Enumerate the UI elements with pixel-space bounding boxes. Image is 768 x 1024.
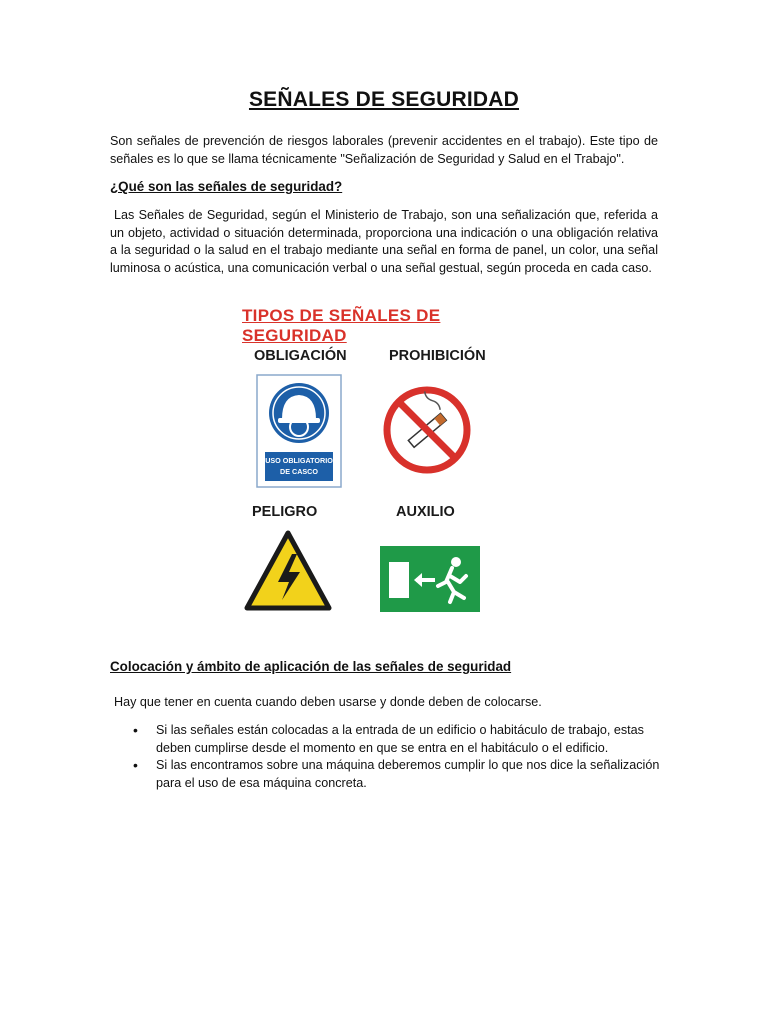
placement-paragraph: Hay que tener en cuenta cuando deben usarse y donde deben de colocarse. <box>114 695 542 709</box>
list-item: • Si las encontramos sobre una máquina deberemos cumplir lo que nos dice la señalización para el uso de esa máquina concreta. <box>110 757 670 792</box>
prohibition-sign <box>382 385 472 475</box>
safety-signs-infographic <box>236 300 536 620</box>
warning-sign <box>244 530 332 612</box>
mandatory-sign <box>256 374 342 488</box>
mandatory-sign-text-1: USO OBLIGATORIO <box>265 456 333 465</box>
hard-hat-icon <box>269 383 329 443</box>
emergency-exit-icon <box>380 546 480 612</box>
placement-bullet-list <box>110 722 670 792</box>
label-peligro: PELIGRO <box>252 504 318 520</box>
no-smoking-icon <box>387 390 467 470</box>
emergency-exit-sign <box>380 546 480 612</box>
section-heading-what-are: ¿Qué son las señales de seguridad? <box>110 179 343 194</box>
high-voltage-icon <box>247 533 329 608</box>
list-item: • Si las señales están colocadas a la entrada de un edificio o habitáculo de trabajo, estas deben cumplirse desde el momento en que se entra en el habitáculo o el edificio. <box>110 722 670 757</box>
section-heading-placement: Colocación y ámbito de aplicación de las señales de seguridad <box>110 659 512 674</box>
document-title: SEÑALES DE SEGURIDAD <box>248 88 520 111</box>
infographic-title: TIPOS DE SEÑALES DE SEGURIDAD <box>242 306 441 345</box>
label-auxilio: AUXILIO <box>396 504 455 520</box>
label-prohibicion: PROHIBICIÓN <box>389 348 486 364</box>
intro-paragraph: Son señales de prevención de riesgos laborales (prevenir accidentes en el trabajo). Este tipo de señales es lo que se llama técnicamente "Señalización de Seguridad y Salud en el Trabajo". <box>110 134 658 166</box>
label-obligacion: OBLIGACIÓN <box>254 348 347 364</box>
mandatory-sign-text-2: DE CASCO <box>280 467 318 476</box>
definition-paragraph: Las Señales de Seguridad, según el Ministerio de Trabajo, son una señalización que, referida a un objeto, actividad o situación determinada, proporciona una indicación o una obligación relativa a la seguridad o la salud en el trabajo mediante una señal en forma de panel, un color, una señal luminosa o acústica, una comunicación verbal o una señal gestual, según proceda en cada caso. <box>110 208 658 275</box>
